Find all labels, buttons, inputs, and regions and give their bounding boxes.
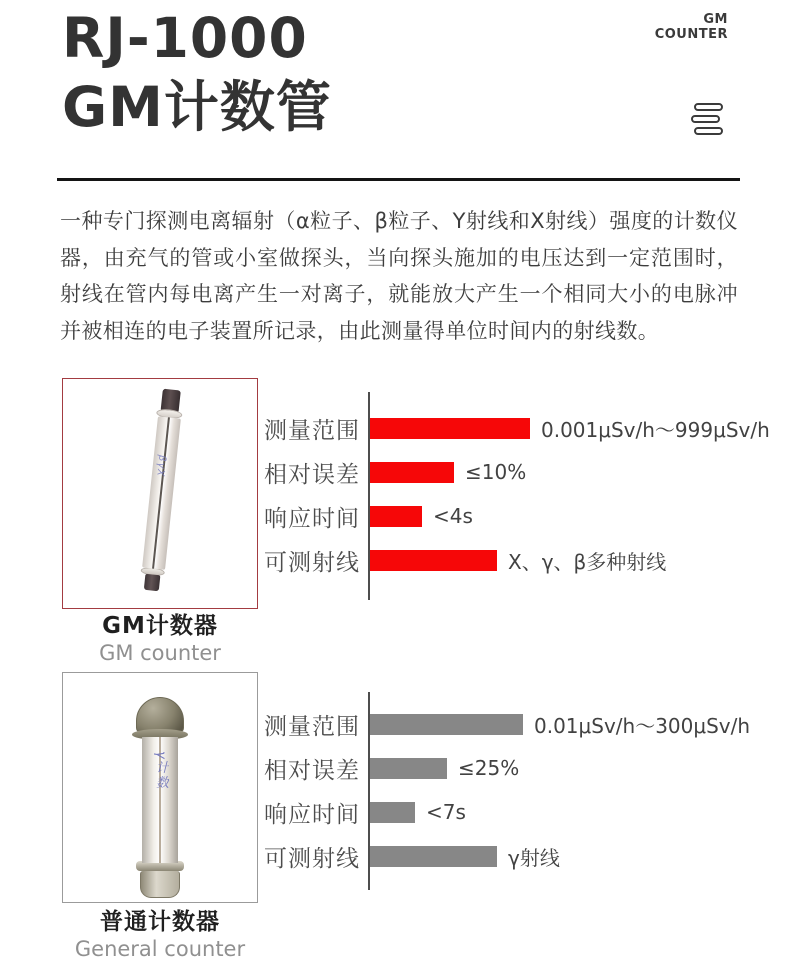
chart-rows (262, 392, 772, 582)
spec-row-rays (262, 538, 772, 582)
spec-value: γ射线 (508, 845, 560, 870)
general-counter-tube-photo (63, 697, 257, 898)
spec-label: 相对误差 (264, 757, 360, 784)
chart-rows (262, 692, 772, 878)
spec-bar (370, 758, 447, 779)
spec-bar (370, 418, 530, 439)
title-model: RJ-1000 (62, 6, 308, 70)
spec-value: 0.001μSv/h～999μSv/h (541, 417, 770, 442)
caption-en: General counter (74, 937, 246, 961)
tube-bottom-cap (143, 574, 160, 591)
spec-row-error (262, 450, 772, 494)
gm-counter-spec-chart (262, 392, 772, 600)
spec-label: 可测射线 (264, 549, 360, 576)
spec-label: 可测射线 (264, 845, 360, 872)
hamburger-menu-icon[interactable] (694, 103, 723, 139)
tube-dome-cap (136, 697, 184, 733)
spec-bar (370, 846, 497, 867)
caption-en: GM counter (99, 641, 221, 665)
spec-value: 0.01μSv/h～300μSv/h (534, 713, 751, 738)
spec-row-error (262, 746, 772, 790)
general-counter-photo-frame (62, 672, 258, 903)
header-divider (57, 178, 740, 181)
brand-line1: GM (703, 12, 728, 27)
spec-row-response (262, 790, 772, 834)
spec-value: ≤10% (465, 460, 527, 484)
spec-value: ≤25% (458, 756, 520, 780)
spec-bar (370, 714, 523, 735)
caption-cn: GM计数器 (102, 613, 218, 639)
spec-row-rays (262, 834, 772, 878)
spec-bar (370, 506, 422, 527)
product-description: 一种专门探测电离辐射（α粒子、β粒子、Y射线和X射线）强度的计数仪器，由充气的管或小室做探头，当向探头施加的电压达到一定范围时，射线在管内每电离产生一对离子，就能放大产生一个相同大小的电脉冲并被相连的电子装置所记录，由此测量得单位时间内的射线数。 (60, 209, 738, 343)
spec-bar (370, 462, 454, 483)
menu-bar-bottom (694, 127, 723, 135)
tube-anode-wire (152, 417, 170, 568)
brand-wordmark (655, 12, 728, 42)
spec-bar (370, 802, 415, 823)
spec-row-range (262, 406, 772, 450)
tube-marking: βγX (154, 454, 168, 478)
gm-counter-photo-frame (62, 378, 258, 609)
menu-bar-middle (691, 115, 720, 123)
tube-marking: γ计数 (153, 751, 168, 791)
gm-counter-caption (62, 613, 258, 666)
caption-cn: 普通计数器 (100, 909, 220, 935)
brand-line2: COUNTER (654, 27, 728, 42)
spec-label: 测量范围 (264, 713, 360, 740)
general-counter-spec-chart (262, 692, 772, 890)
spec-value: <7s (426, 800, 466, 824)
tube-glass-body (142, 416, 181, 570)
spec-row-range (262, 702, 772, 746)
tube-glass-body (142, 737, 178, 863)
gm-counter-tube-photo (134, 388, 188, 598)
spec-bar (370, 550, 497, 571)
spec-row-response (262, 494, 772, 538)
spec-label: 响应时间 (264, 505, 360, 532)
spec-value: <4s (433, 504, 473, 528)
general-counter-caption (62, 909, 258, 962)
page-title (62, 4, 332, 142)
spec-label: 测量范围 (264, 417, 360, 444)
tube-base-cap (140, 871, 180, 898)
menu-bar-top (694, 103, 723, 111)
spec-label: 响应时间 (264, 801, 360, 828)
spec-label: 相对误差 (264, 461, 360, 488)
title-product: GM计数管 (62, 75, 332, 139)
spec-value: X、γ、β多种射线 (508, 549, 667, 574)
